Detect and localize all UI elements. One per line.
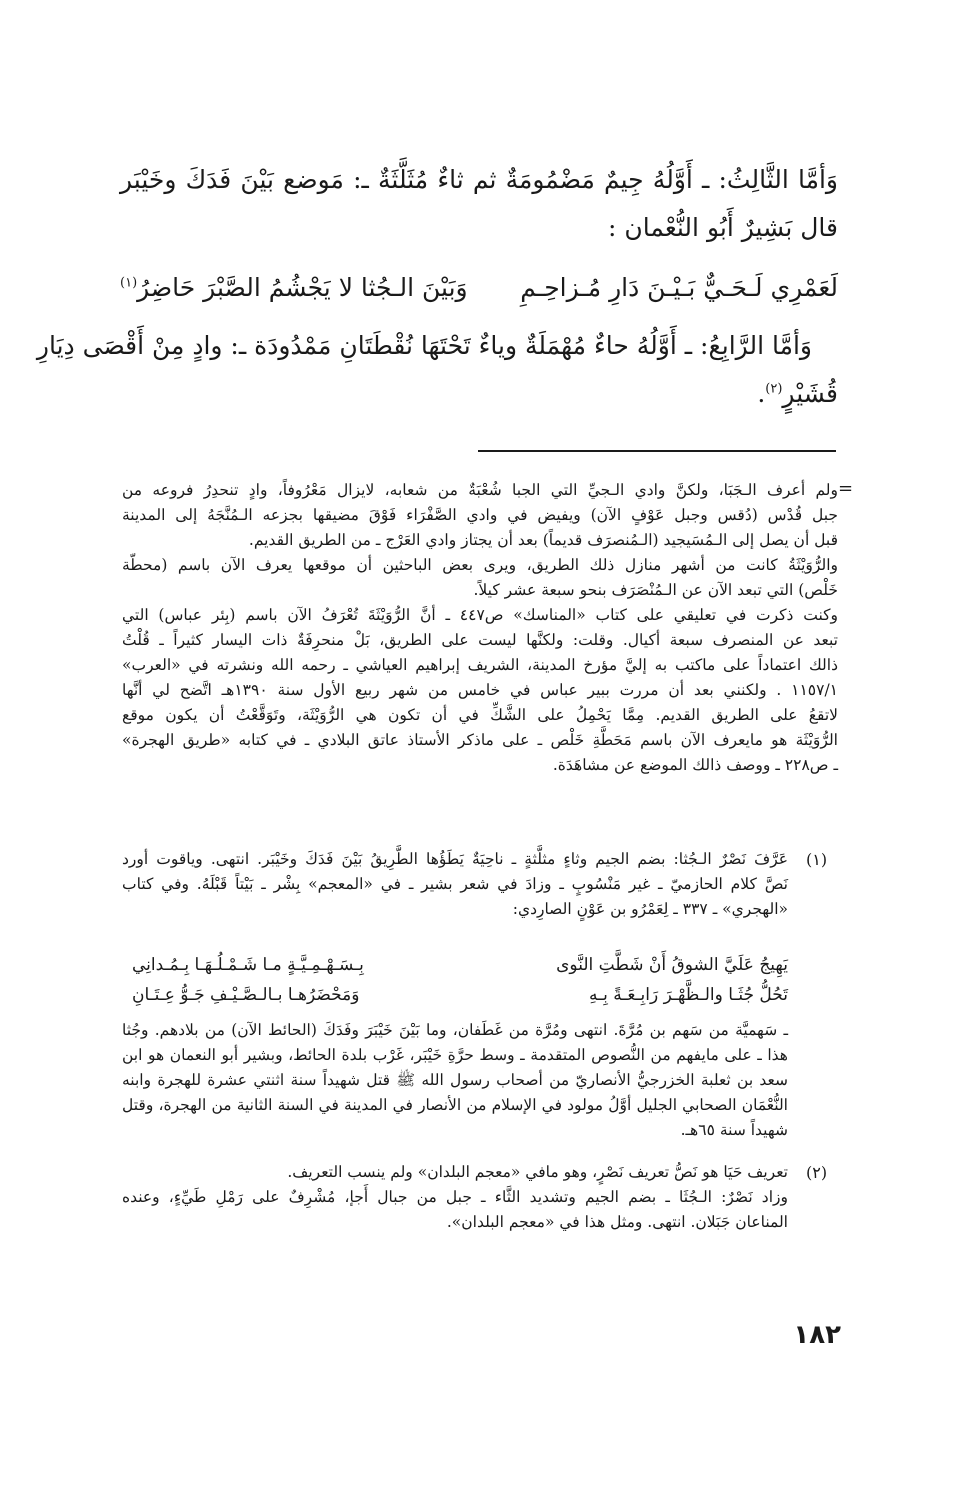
verse-hemistich-2	[120, 266, 468, 310]
footnote-verse-row	[132, 950, 788, 980]
note-line: سعد بن ثعلبة الخزرجيُّ الأنصاريّ من أصحاب رسول الله ﷺ قتل شهيداً سنة اثنتي عشرة للهجرة وابنه	[122, 1071, 788, 1089]
note-line: ١١٥٧/١ . ولكنني بعد أن مررت ببير عباس في خامس من شهر ربيع الأول سنة ١٣٩٠هـ اتَّضح لي أنَّها	[122, 681, 838, 699]
verse-hemistich-1	[520, 266, 838, 310]
note-line: هذا ـ على مايفهم من النُّصوص المتقدمة ـ وسط حرَّةِ خَيْبَر، غَرْب بلدة الحائط، وبشير أبو النعمان هو ابن	[122, 1046, 788, 1064]
note-line: النُّعْمَان الصحابي الجليل أوَّلُ مولود في الإسلام من الأنصار في المدينة في السنة الثانية من الهجرة، وقتل	[122, 1096, 788, 1114]
note-line: نَصَّ كلام الحازميّ ـ غير مَنْسُوبٍ ـ وزادَ في شعر بشير ـ في «المعجم» بِشْر ـ بَيْتاً قَبْلَهُ. وفي كتاب	[122, 875, 788, 893]
footnote-ref-1[interactable]: (١)	[120, 275, 138, 291]
verse-hemistich-1-text: لَعَمْرِي لَـحَـيٌّ بَـيْـنَ دَارِ مُـزاحِـمِ	[520, 273, 838, 302]
note-line: ـ سَهميَّة من سَهم بن مُرَّةَ. انتهى ومُرَّة من غَطَفان، وما بَيْنَ خَيْبَرَ وفَدَكَ (الحائط الآن) من بلادهم. وجُثا	[122, 1021, 788, 1039]
note-line: خَلْص) التي تبعد الآن عن الـمُنْصَرَف بنحو سبعة عشر كيلاً.	[473, 581, 838, 599]
footnote-verse-hemistich-2: بِـسَـهْـمِـيَّـةٍ مـا شَـمْـلُـهَـا بِـمُـدانِي	[132, 955, 364, 975]
note-line: ـ ص٢٢٨ ـ ووصف ذالك الموضع عن مشاهَدَة.	[552, 756, 838, 774]
main-line-5	[120, 374, 838, 414]
note-line: جبل قُدْس (دُقس وجبل عَوْفٍ الآن) ويفيض في وادي الصَّفْرَاء فَوْقَ مضيقها بجزعه الـمُنَّجَهُ إلى المدينة	[122, 506, 838, 524]
main-line-2: قال بَشِيرٌ أَبُو النُّعْمان :	[608, 213, 838, 242]
footnote-separator	[478, 450, 836, 452]
note-line: المناعان جَبَلان. انتهى. ومثل هذا في «معجم البلدان».	[446, 1213, 788, 1231]
main-line-4: وَأمَّا الرَّابِعُ: ـ أَوَّلُهُ حاءٌ مُهْمَلَةٌ وياءٌ تَحْتَهَا نُقْطَتَانِ مَمْدُودَة ـ: وادٍ مِنْ أَقْصَى دِيَارِ	[36, 331, 812, 360]
main-line-1: وَأمَّا الثَّالِثُ: ـ أَوَّلُهُ جِيمٌ مَضْمُومَةٌ ثم ثاءٌ مُثَلَّثَةٌ ـ: مَوضع بَيْنَ فَدَكَ وخَيْبَر	[120, 165, 838, 194]
note-line: ذالك اعتماداً على ماكتب به إليَّ مؤرخ المدينة، الشريف إبراهيم العياشي ـ رحمه الله ونشرته في «العرب»	[122, 656, 838, 674]
note-line: تبعد عن المنصرف سبعة أكيال. وقلت: ولكنَّها ليست على الطريق، بَلْ منحرِفَةٌ ذات اليسار كثيراً ـ قُلْتُ	[122, 631, 838, 649]
footnote-ref-2[interactable]: (٢)	[765, 381, 783, 397]
page-number: ١٨٢	[793, 1320, 841, 1350]
footnote-verse-row	[132, 980, 788, 1010]
main-line-5-word: قُشَيْرٍ	[782, 379, 838, 408]
footnote-2-marker: (٢)	[806, 1163, 828, 1182]
note-line: قبل أن يصل إلى الـمُسَيجيد (الـمُنصرَف قديماً) بعد أن يجتاز وادي العَرْج ـ من الطريق القديم.	[248, 531, 838, 549]
note-line: وزاد نَصْرٌ: الـجُثَا ـ بضم الجيم وتشديد الثَّاء ـ جبل من جبال أَجإ، مُشْرِفٌ على رَمْلِ طَيِّءٍ، وعنده	[122, 1188, 788, 1206]
footnote-verse-hemistich-1: يَهِيجُ عَلَيَّ الشوقُ أَنْ شَطَّتِ النَّوى	[556, 955, 788, 975]
note-line: «الهجري» ـ ٣٣٧ ـ لِعَمْرُو بن عَوْنٍ الصارِدي:	[512, 900, 788, 918]
verse-line-1	[120, 266, 838, 310]
note-line: وكنت ذكرت في تعليقي على كتاب «المناسك» ص٤٤٧ ـ أنَّ الرُّوَيْثَةَ تُعْرَفُ الآن باسم (بِئر عباس) التي	[122, 606, 838, 624]
note-line: شهيداً سنة ٦٥هـ.	[680, 1121, 788, 1139]
continuation-marker: =	[838, 478, 854, 499]
footnote-1-marker: (١)	[806, 850, 828, 869]
note-line: لاتقعُ على الطريق القديم. مِمَّا يَحْمِلُ على الشَّكِّ في أن تكون هي الرُّوَيْثَة، وتَوَقَّعْتُ أن يكون موقع	[122, 706, 838, 724]
note-line: عَرَّفَ نَصْرٌ الـجُثا: بضم الجيم وثاءٍ مثلَّثةٍ ـ ناحِيَةٌ يَطَؤُها الطَّرِيقُ بَيْنَ فَدَكَ وخَيْبَر. انتهى. وياقوت أورد	[122, 850, 788, 868]
verse-hemistich-2-text: وَبَيْنَ الـجُثا لا يَجْشُمُ الصَّبْرَ حَاضِرُ	[137, 273, 468, 302]
note-line: تعريف حَيَا هو نَصُّ تعريف نَصْرٍ، وهو مافي «معجم البلدان» ولم ينسب التعريف.	[287, 1163, 788, 1181]
note-line: الرُّوَيْثَة هو مايعرف الآن باسم مَحَطَّةِ خَلْص ـ على ماذكر الأستاذ عاتق البلادي ـ في كتابه «طريق الهجرة»	[122, 731, 838, 749]
footnote-verse-hemistich-1: تَحُلُّ جُثَـا والـظَّهْـرَ رَابِـعَـةً بِـهِ	[589, 985, 788, 1005]
main-line-5-end: .	[757, 379, 766, 408]
note-line: ولم أعرف الـجَبَا، ولكنَّ وادي الـجيِّ التي الجبا شُعْبَةٌ من شعابه، لايزال مَعْرُوفاً، وادٍ تنحدِرُ فروعه من	[122, 481, 838, 499]
note-line: والرُّوَيْثَةُ كانت من أشهر منازل ذلك الطريق، ويرى بعض الباحثين أن موقعها يعرف الآن باسم (محطّة	[122, 556, 838, 574]
footnote-verse-hemistich-2: وَمَحْضَرُهـا بـالـصَّـيْـفِ جَـوُّ عِـتَـانِ	[132, 985, 360, 1005]
